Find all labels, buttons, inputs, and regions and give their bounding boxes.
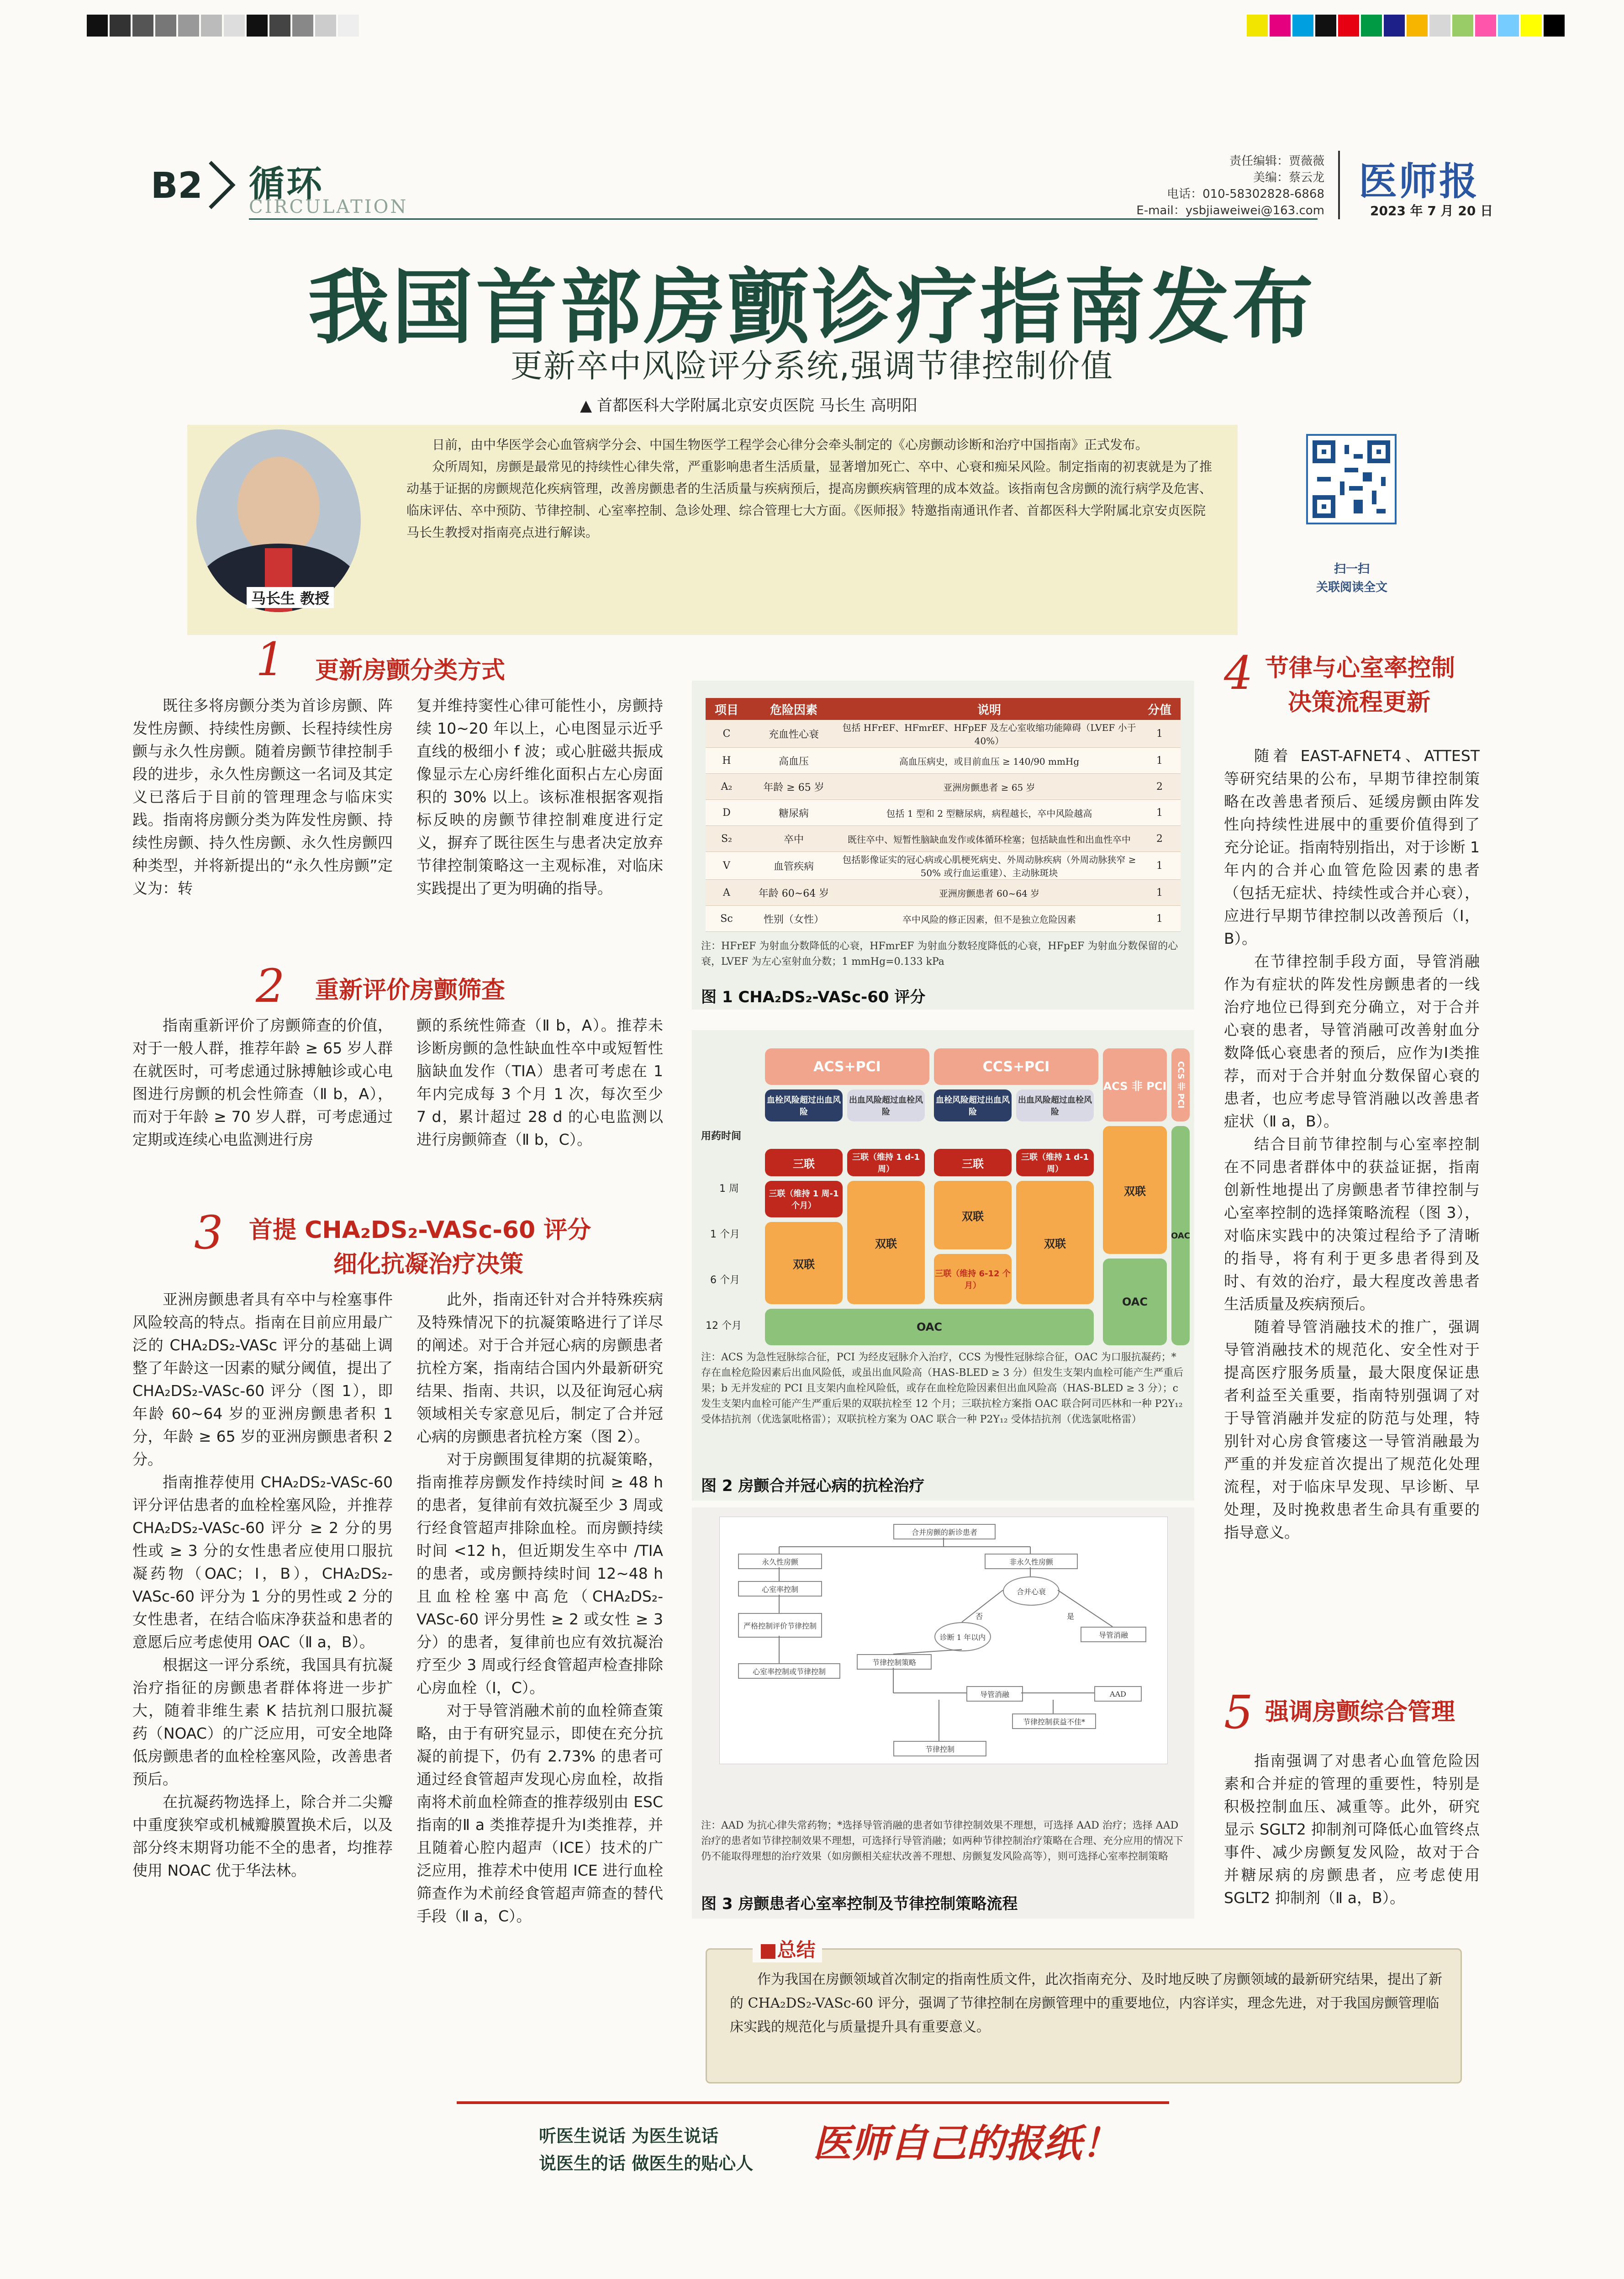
flow-node: 严格控制评价节律控制 (738, 1613, 822, 1638)
section-1-title: 更新房颤分类方式 (315, 657, 506, 684)
table-cell: 包括 HFrEF、HFmrEF、HFpEF 及左心室收缩功能障碍（LVEF 小于 40%） (840, 720, 1139, 748)
paragraph: 复并维持窦性心律可能性小，房颤持续 10~20 年以上，心电图显示近乎直线的极细小 f 波；或心脏磁共振成像显示左心房纤维化面积占左心房面积的 30% 以上。该标准根据客观指标反映的房颤节律控制难度进行定义，摒弃了既往医生与患者决定放弃节律控制策略这一主观标准，对临床实践提出了更为明确的指导。 (417, 697, 663, 897)
table-cell: 包括 1 型和 2 型糖尿病，病程越长，卒中风险越高 (840, 800, 1139, 826)
paragraph: 对于导管消融术前的血栓筛查策略，由于有研究显示，即使在充分抗凝的前提下，仍有 2.73% 的患者可通过经食管超声发现心房血栓，故指南将术前血栓筛查的推荐级别由 ESC 指南的Ⅱ a 类推荐提升为Ⅰ类推荐，并且随着心腔内超声（ICE）技术的广泛应用，推荐术中使用 ICE 进行血栓筛查作为术前经食管超声筛查的替代手段（Ⅱ a，C）。 (417, 1702, 663, 1925)
intro-paragraph: 日前，由中华医学会心血管病学分会、中国生物医学工程学会心律分会牵头制定的《心房颤动诊断和治疗中国指南》正式发布。 (432, 437, 1149, 452)
triple-therapy-box: 三联（维持 1 d-1 周） (847, 1149, 925, 1176)
figure-3-note: 注：AAD 为抗心律失常药物；*选择导管消融的患者如节律控制效果不理想，可选择 AAD 治疗；选择 AAD 治疗的患者如节律控制效果不理想，可选择行导管消融；如两种节律控制治疗策略在合理、充分应用的情况下仍不能取得理想的治疗效果（如房颤相关症状改善不理想、房颤复发风险高等），则可选择心室率控制策略 (701, 1820, 1184, 1862)
table-cell: V (706, 852, 748, 880)
paragraph: 亚洲房颤患者具有卒中与栓塞事件风险较高的特点。指南在目前应用最广泛的 CHA₂DS₂-VASc 评分的基础上调整了年龄这一因素的赋分阈值，提出了 CHA₂DS₂-VASc-60 评分（图 1），即年龄 60~64 岁的亚洲房颤患者积 1 分，年龄 ≥ 65 岁的亚洲房颤患者积 2 分。 (132, 1290, 393, 1468)
flow-node: 节律控制策略 (857, 1654, 932, 1670)
cha2ds2-vasc-60-table (706, 698, 1181, 932)
flow-label: 是 (1067, 1612, 1075, 1621)
section-1-number: 1 (256, 633, 285, 686)
flowchart-connectors (720, 1517, 1167, 1764)
oac-box: OAC (1171, 1126, 1190, 1345)
qr-code[interactable] (1306, 434, 1397, 524)
table-row (706, 774, 1181, 800)
paragraph: 既往多将房颤分类为首诊房颤、阵发性房颤、持续性房颤、长程持续性房颤与永久性房颤。随着房颤节律控制手段的进步，永久性房颤这一名词及其定义已落后于目前的管理理念与临床实践。指南将房颤分类为阵发性房颤、持续性房颤、持久性房颤、永久性房颤四种类型，并将新提出的“永久性房颤”定义为：转 (132, 697, 393, 897)
figure-2-caption: 图 2 房颤合并冠心病的抗栓治疗 (701, 1477, 925, 1495)
table-cell: 1 (1139, 720, 1181, 748)
table-cell: H (706, 748, 748, 774)
paragraph: 颤的系统性筛查（Ⅱ b，A）。推荐未诊断房颤的急性缺血性卒中或短暂性脑缺血发作（TIA）患者可考虑在 1 年内完成每 3 个月 1 次，每次至少 7 d，累计超过 28 d 的心电监测以进行房颤筛查（Ⅱ b，C）。 (417, 1016, 663, 1148)
section-title: 循环 (249, 164, 324, 205)
author-portrait (196, 429, 361, 612)
paragraph: 结合目前节律控制与心室率控制在不同患者群体中的获益证据，指南创新性地提出了房颤患者节律控制与心室率控制的选择策略流程（图 3），对临床实践中的决策过程给予了清晰的指导，将有利于更多患者得到及时、有效的治疗，最大程度改善患者生活质量及疾病预后。 (1224, 1135, 1480, 1313)
email: E-mail：ysbjiaweiwei@163.com (1136, 204, 1324, 217)
phone: 电话：010-58302828-6868 (1167, 187, 1324, 201)
page-number: B2 (151, 165, 203, 206)
editor: 责任编辑：贾薇薇 (1229, 154, 1324, 168)
acs-non-pci-box: ACS 非 PCI (1103, 1048, 1167, 1121)
ccs-non-pci-box: CCS 非 PCI (1171, 1048, 1190, 1121)
byline: ▲ 首都医科大学附属北京安贞医院 马长生 高明阳 (580, 397, 917, 415)
section-4-title: 节律与心室率控制 (1265, 655, 1455, 682)
section-1-col2 (417, 694, 663, 900)
editor-info (1041, 153, 1324, 219)
summary-text (730, 1968, 1442, 2039)
article-title: 我国首部房颤诊疗指南发布 (308, 260, 1316, 355)
time-label: 1 周 (719, 1183, 739, 1195)
paragraph: 根据这一评分系统，我国具有抗凝治疗指征的房颤患者群体将进一步扩大，随着非维生素 K 拮抗剂口服抗凝药（NOAC）的广泛应用，可安全地降低房颤患者的血栓栓塞风险，改善患者预后。 (132, 1656, 393, 1788)
table-cell: 卒中 (748, 826, 840, 852)
paragraph: 随着 EAST-AFNET4、ATTEST 等研究结果的公布，早期节律控制策略在改善患者预后、延缓房颤由阵发性向持续性进展中的重要价值得到了充分论证。指南特别指出，对于诊断 1 年内的合并心血管危险因素的患者（包括无症状、持续性或合并心衰），应进行早期节律控制以改善预后（Ⅰ，B）。 (1224, 747, 1480, 947)
qr-caption-1: 扫一扫 (1334, 562, 1370, 576)
section-2-col2 (417, 1014, 663, 1151)
table-row (706, 826, 1181, 852)
designer: 美编：蔡云龙 (1253, 171, 1324, 185)
section-3-subtitle: 细化抗凝治疗决策 (333, 1251, 524, 1278)
section-5-number: 5 (1224, 1686, 1253, 1739)
section-3-col2 (417, 1288, 663, 1928)
triple-therapy-box: 三联 (934, 1149, 1012, 1176)
grey-registration-bar (87, 15, 361, 37)
triple-therapy-box: 三联（维持 1 d-1 周） (1016, 1149, 1094, 1176)
flow-node: 节律控制获益不佳* (1012, 1713, 1096, 1729)
paragraph: 指南重新评价了房颤筛查的价值，对于一般人群，推荐年龄 ≥ 65 岁人群在就医时，可考虑通过脉搏触诊或心电图进行房颤的机会性筛查（Ⅱ b，A），而对于年龄 ≥ 70 岁人群，可考虑通过定期或连续心电监测进行房 (132, 1016, 393, 1148)
acs-pci-box: ACS+PCI (765, 1048, 929, 1085)
footer-rule (457, 2101, 1169, 2104)
color-registration-bar (1247, 15, 1566, 37)
summary-label: ■总结 (753, 1935, 822, 1962)
table-cell: 1 (1139, 906, 1181, 932)
section-3-col1 (132, 1288, 393, 1882)
section-3-title: 首提 CHA₂DS₂-VASc-60 评分 (249, 1216, 591, 1244)
brand-logo: 医师报 (1359, 159, 1480, 204)
flow-label: 否 (975, 1612, 983, 1621)
flow-node: 心室率控制 (738, 1581, 822, 1597)
section-2-col1 (132, 1014, 393, 1151)
chevron-icon (206, 158, 242, 212)
table-cell: C (706, 720, 748, 748)
flow-node: 非永久性房颤 (985, 1554, 1078, 1569)
flow-node: 导管消融 (966, 1686, 1023, 1702)
flow-node: 节律控制 (893, 1741, 986, 1756)
table-cell: 高血压病史，或目前血压 ≥ 140/90 mmHg (840, 748, 1139, 774)
table-cell: 1 (1139, 748, 1181, 774)
issue-date: 2023 年 7 月 20 日 (1370, 203, 1493, 218)
flow-node: 合并房颤的新诊患者 (893, 1524, 996, 1539)
flow-decision: 合并心衰 (1003, 1576, 1060, 1606)
risk-box: 血栓风险超过出血风险 (765, 1089, 843, 1121)
flow-node: 永久性房颤 (738, 1554, 822, 1569)
section-1-col1 (132, 694, 393, 900)
flow-node: 心室率控制或节律控制 (738, 1663, 840, 1679)
paragraph: 此外，指南还针对合并特殊疾病及特殊情况下的抗凝策略进行了详尽的阐述。对于合并冠心病的房颤患者抗栓方案，指南结合国内外最新研究结果、指南、共识，以及征询冠心病领域相关专家意见后，制定了合并冠心病的房颤患者抗栓方案（图 2）。 (417, 1290, 663, 1445)
figure-1-caption: 图 1 CHA₂DS₂-VASc-60 评分 (701, 988, 926, 1006)
table-cell: D (706, 800, 748, 826)
dual-therapy-box: 双联 (765, 1222, 843, 1304)
table-cell: 充血性心衰 (748, 720, 840, 748)
table-cell: 年龄 60~64 岁 (748, 880, 840, 906)
table-cell: 1 (1139, 880, 1181, 906)
table-header: 危险因素 (748, 698, 840, 720)
table-cell: 年龄 ≥ 65 岁 (748, 774, 840, 800)
table-cell: 性别（女性） (748, 906, 840, 932)
table-cell: 卒中风险的修正因素，但不是独立危险因素 (840, 906, 1139, 932)
section-2-title: 重新评价房颤筛查 (315, 977, 506, 1004)
paragraph: 作为我国在房颤领域首次制定的指南性质文件，此次指南充分、及时地反映了房颤领域的最新研究结果，提出了新的 CHA₂DS₂-VASc-60 评分，强调了节律控制在房颤管理中的重要地位，内容详实，理念先进，对于我国房颤管理临床实践的规范化与质量提升具有重要意义。 (730, 1972, 1442, 2035)
dual-therapy-box: 双联 (1103, 1126, 1167, 1254)
section-4-number: 4 (1224, 646, 1253, 700)
table-row (706, 880, 1181, 906)
triple-therapy-box: 三联（维持 6-12 个月） (934, 1254, 1012, 1304)
table-cell: 1 (1139, 852, 1181, 880)
section-2-number: 2 (256, 959, 285, 1013)
paragraph: 指南推荐使用 CHA₂DS₂-VASc-60 评分评估患者的血栓栓塞风险，并推荐 CHA₂DS₂-VASc-60 评分 ≥ 2 分的男性或 ≥ 3 分的女性患者应使用口服抗凝药物（OAC；Ⅰ，B），CHA₂DS₂-VASc-60 评分为 1 分的男性或 2 分的女性患者，在结合临床净获益和患者的意愿后应考虑使用 OAC（Ⅱ a，B）。 (132, 1473, 393, 1651)
section-5-title: 强调房颤综合管理 (1265, 1698, 1455, 1726)
table-cell: A₂ (706, 774, 748, 800)
time-label: 6 个月 (710, 1274, 740, 1286)
header-divider (1338, 151, 1340, 219)
section-4-subtitle: 决策流程更新 (1288, 689, 1431, 716)
table-row (706, 852, 1181, 880)
table-header: 分值 (1139, 698, 1181, 720)
table-row (706, 800, 1181, 826)
flow-decision: 诊断 1 年以内 (934, 1622, 991, 1651)
table-header: 说明 (840, 698, 1139, 720)
table-cell: 既往卒中、短暂性脑缺血发作或体循环栓塞；包括缺血性和出血性卒中 (840, 826, 1139, 852)
table-cell: 2 (1139, 826, 1181, 852)
table-cell: A (706, 880, 748, 906)
table-cell: 1 (1139, 800, 1181, 826)
article-subtitle: 更新卒中风险评分系统,强调节律控制价值 (510, 347, 1114, 385)
table-cell: 包括影像证实的冠心病或心肌梗死病史、外周动脉疾病（外周动脉狭窄 ≥ 50% 或行血运重建）、主动脉斑块 (840, 852, 1139, 880)
intro-text (406, 434, 1215, 544)
time-axis-label: 用药时间 (701, 1131, 742, 1142)
table-cell: 亚洲房颤患者 ≥ 65 岁 (840, 774, 1139, 800)
dual-therapy-box: 双联 (934, 1181, 1012, 1249)
triple-therapy-box: 三联（维持 1 周-1 个月） (765, 1181, 843, 1217)
figure-3-caption: 图 3 房颤患者心室率控制及节律控制策略流程 (701, 1895, 1018, 1913)
table-cell: 血管疾病 (748, 852, 840, 880)
paragraph: 对于房颤围复律期的抗凝策略，指南推荐房颤发作持续时间 ≥ 48 h 的患者，复律前有效抗凝至少 3 周或行经食管超声排除血栓。而房颤持续时间 <12 h，但近期发生卒中 /TIA 的患者，或房颤持续时间 12~48 h 且血栓栓塞中高危（CHA₂DS₂-VASc-60 评分男性 ≥ 2 或女性 ≥ 3 分）的患者，复律前也应有效抗凝治疗至少 3 周或行经食管超声检查排除心房血栓（Ⅰ，C）。 (417, 1450, 663, 1697)
paragraph: 在抗凝药物选择上，除合并二尖瓣中重度狭窄或机械瓣膜置换术后，以及部分终末期肾功能不全的患者，均推荐使用 NOAC 优于华法林。 (132, 1793, 393, 1879)
oac-box: OAC (1103, 1258, 1167, 1345)
figure-1-note: 注：HFrEF 为射血分数降低的心衰，HFmrEF 为射血分数轻度降低的心衰，HFpEF 为射血分数保留的心衰，LVEF 为左心室射血分数；1 mmHg=0.133 kPa (701, 941, 1178, 968)
section-5-col (1224, 1750, 1480, 1909)
flow-node: 导管消融 (1081, 1627, 1146, 1642)
qr-caption-2: 关联阅读全文 (1316, 581, 1387, 594)
figure-2-panel (692, 1030, 1194, 1501)
risk-box: 出血风险超过血栓风险 (847, 1089, 925, 1121)
flowchart (719, 1517, 1168, 1764)
portrait-caption: 马长生 教授 (247, 587, 334, 608)
figure-2-note: 注：ACS 为急性冠脉综合征，PCI 为经皮冠脉介入治疗，CCS 为慢性冠脉综合征，OAC 为口服抗凝药；*存在血栓危险因素后出血风险低，或虽出血风险高（HAS-BLED ≥ 3 分）但发生支架内血栓可能产生严重后果；b 无并发症的 PCI 且支架内血栓风险低，或存在血栓危险因素但出血风险高（HAS-BLED ≥ 3 分）；c 发生支架内血栓可能产生严重后果的双联抗栓至 12 个月；三联抗栓方案指 OAC 联合阿司匹林和一种 P2Y₁₂ 受体拮抗剂（优选氯吡格雷）；双联抗栓方案为 OAC 联合一种 P2Y₁₂ 受体拮抗剂（优选氯吡格雷） (701, 1352, 1184, 1425)
table-cell: Sc (706, 906, 748, 932)
footer-slogan-2: 说医生的话 做医生的贴心人 (539, 2153, 754, 2173)
paragraph: 随着导管消融技术的推广，强调导管消融技术的规范化、安全性对于提高医疗服务质量，最大限度保证患者利益至关重要，指南特别强调了对于导管消融并发症的防范与处理，特别针对心房食管瘘这一导管消融最为严重的并发症首次提出了规范化处理流程，对于临床早发现、早诊断、早处理，及时挽救患者生命具有重要的指导意义。 (1224, 1318, 1480, 1541)
section-4-col (1224, 745, 1480, 1544)
summary-box (706, 1939, 1462, 2083)
risk-box: 出血风险超过血栓风险 (1016, 1089, 1094, 1121)
table-cell: 高血压 (748, 748, 840, 774)
table-row (706, 748, 1181, 774)
paragraph: 在节律控制手段方面，导管消融作为有症状的阵发性房颤患者的一线治疗地位已得到充分确立，对于合并心衰的患者，导管消融可改善射血分数降低心衰患者的预后，应作为Ⅰ类推荐，而对于合并射血分数保留心衰的患者，也应考虑导管消融以改善患者症状（Ⅱ a，B）。 (1224, 952, 1480, 1130)
footer-slogan-1: 听医生说话 为医生说话 (539, 2126, 719, 2146)
time-label: 1 个月 (710, 1229, 740, 1240)
table-row (706, 720, 1181, 748)
risk-box: 血栓风险超过出血风险 (934, 1089, 1012, 1121)
section-title-en: CIRCULATION (249, 196, 408, 217)
table-cell: 糖尿病 (748, 800, 840, 826)
table-cell: 2 (1139, 774, 1181, 800)
oac-box: OAC (765, 1309, 1094, 1345)
time-label: 12 个月 (706, 1320, 742, 1332)
intro-paragraph: 众所周知，房颤是最常见的持续性心律失常，严重影响患者生活质量，显著增加死亡、卒中、心衰和痴呆风险。制定指南的初衷就是为了推动基于证据的房颤规范化疾病管理，改善房颤患者的生活质量与疾病预后，提高房颤疾病管理的成本效益。该指南包含房颤的流行病学及危害、临床评估、卒中预防、节律控制、心室率控制、急诊处理、综合管理七大方面。《医师报》特邀指南通讯作者、首都医科大学附属北京安贞医院马长生教授对指南亮点进行解读。 (406, 459, 1213, 540)
section-3-number: 3 (194, 1206, 223, 1259)
table-cell: S₂ (706, 826, 748, 852)
dual-therapy-box: 双联 (847, 1181, 925, 1304)
triple-therapy-box: 三联 (765, 1149, 843, 1176)
ccs-pci-box: CCS+PCI (934, 1048, 1098, 1085)
flow-node: AAD (1094, 1686, 1142, 1702)
paragraph: 指南强调了对患者心血管危险因素和合并症的管理的重要性，特别是积极控制血压、减重等。此外，研究显示 SGLT2 抑制剂可降低心血管终点事件、减少房颤复发风险，故对于合并糖尿病的房颤患者，应考虑使用 SGLT2 抑制剂（Ⅱ a，B）。 (1224, 1752, 1480, 1907)
dual-therapy-box: 双联 (1016, 1181, 1094, 1304)
footer-logo-slogan: 医师自己的报纸！ (813, 2120, 1120, 2166)
table-header: 项目 (706, 698, 748, 720)
table-row (706, 906, 1181, 932)
table-cell: 亚洲房颤患者 60~64 岁 (840, 880, 1139, 906)
